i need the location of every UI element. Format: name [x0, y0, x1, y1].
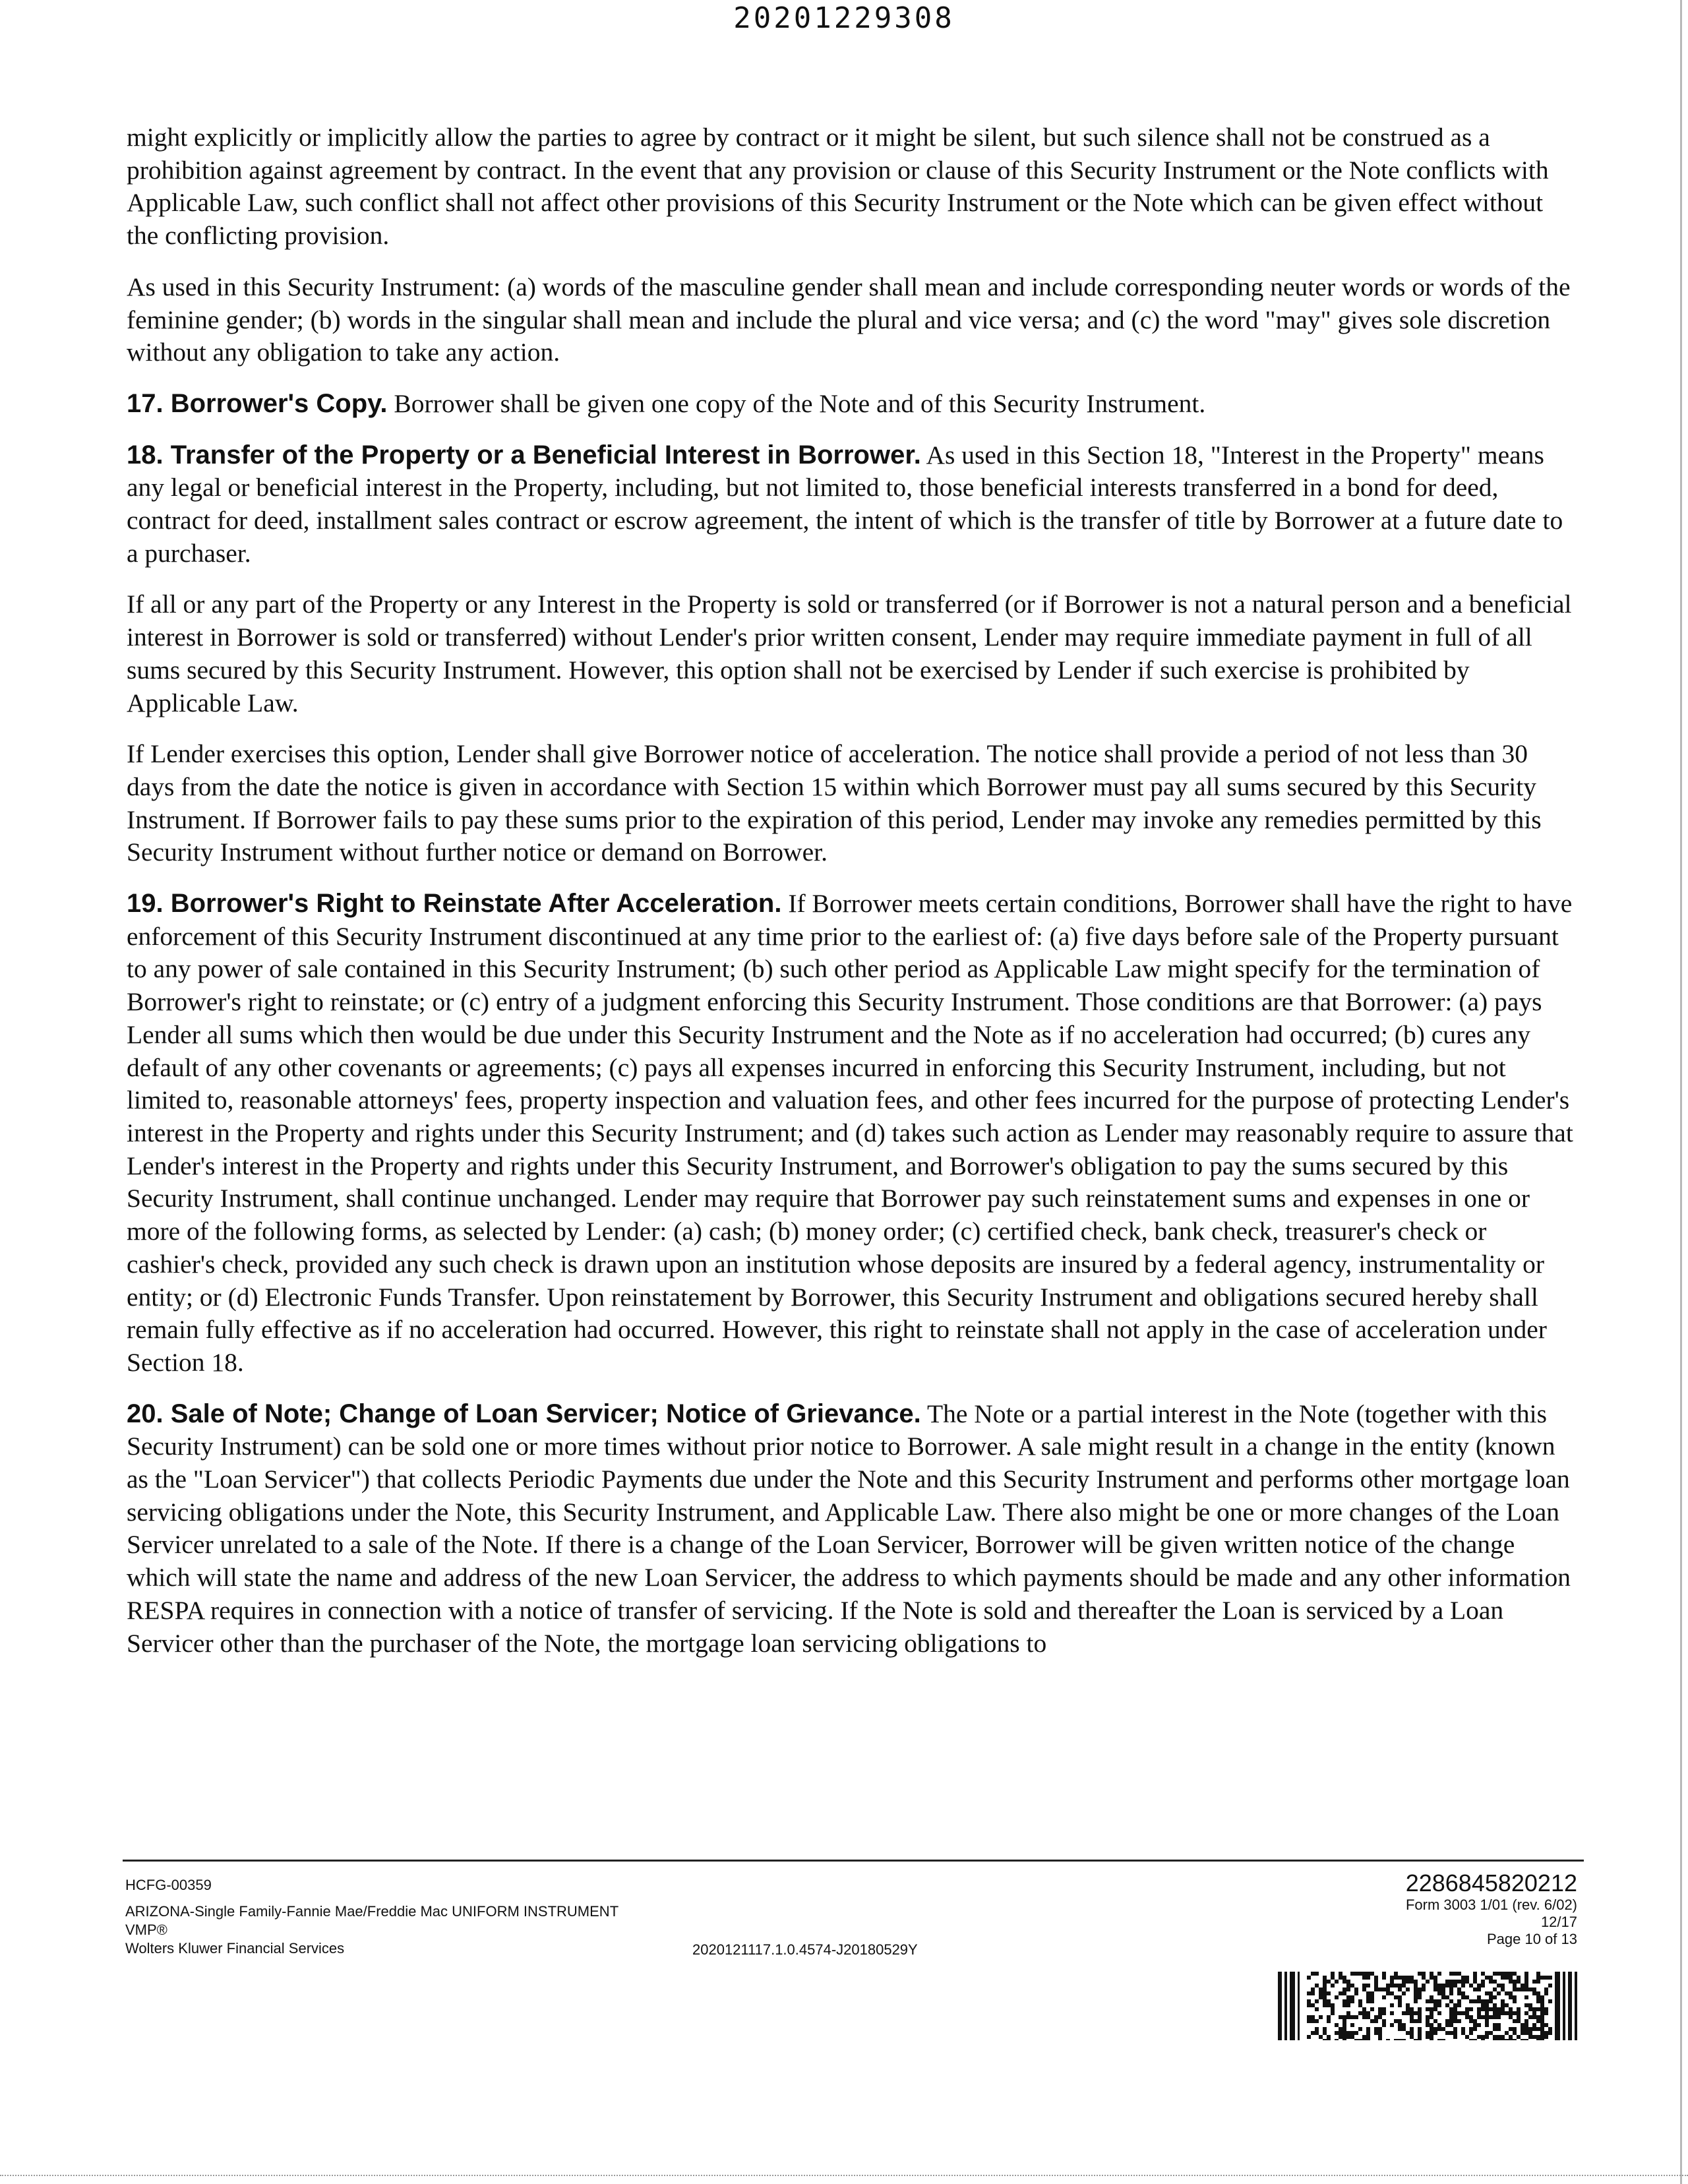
- footer-left: [125, 1877, 618, 1958]
- paragraph-text: Borrower shall be given one copy of the Note and of this Security Instrument.: [394, 388, 1206, 418]
- scan-edge: [1680, 0, 1682, 2184]
- paragraph: [127, 271, 1577, 369]
- company-name: Wolters Kluwer Financial Services: [125, 1940, 345, 1957]
- document-code: 2020121117.1.0.4574-J20180529Y: [692, 1941, 918, 1958]
- paragraph: [127, 121, 1577, 253]
- instrument-title: ARIZONA-Single Family-Fannie Mae/Freddie Mac UNIFORM INSTRUMENT: [125, 1903, 619, 1920]
- loan-number: 2286845820212: [1405, 1869, 1577, 1896]
- form-number: Form 3003 1/01 (rev. 6/02): [1405, 1896, 1577, 1913]
- paragraph-text: might explicitly or implicitly allow the parties to agree by contract or it might be silent, but such silence shall not be construed as a prohibition against agreement by contract. In the event that any provision or clause of this Security Instrument or the Note conflicts with Applicable Law, such conflict shall not affect other provisions of this Security Instrument or the Note which can be given effect without the conflicting provision.: [127, 123, 1549, 251]
- barcode-icon: [1278, 1972, 1577, 2040]
- section-heading: 19. Borrower's Right to Reinstate After Acceleration.: [127, 889, 782, 919]
- section-heading: 18. Transfer of the Property or a Beneficial Interest in Borrower.: [127, 440, 921, 470]
- footer-right: [1406, 1870, 1577, 1948]
- section-18: [127, 439, 1577, 570]
- page-number: Page 10 of 13: [1486, 1931, 1577, 1947]
- section-heading: 20. Sale of Note; Change of Loan Servicer; Notice of Grievance.: [127, 1399, 921, 1428]
- paragraph-text: The Note or a partial interest in the Note (together with this Security Instrument) can be sold one or more times without prior notice to Borrower. A sale might result in a change in the entity (known as the "Loan Servicer") that collects Periodic Payments due under the Note and this Security Instrument and performs other mortgage loan servicing obligations under the Note, this Security Instrument, and Applicable Law. There also might be one or more changes of the Loan Servicer unrelated to a sale of the Note. If there is a change of the Loan Servicer, Borrower will be given written notice of the change which will state the name and address of the new Loan Servicer, the address to which payments should be made and any other information RESPA requires in connection with a notice of transfer of servicing. If the Note is sold and thereafter the Loan is serviced by a Loan Servicer other than the purchaser of the Note, the mortgage loan servicing obligations to: [127, 1399, 1571, 1658]
- section-17: [127, 388, 1577, 421]
- paragraph-text: As used in this Security Instrument: (a) words of the masculine gender shall mean and include corresponding neuter words or words of the feminine gender; (b) words in the singular shall mean and include the plural and vice versa; and (c) the word "may" gives sole discretion without any obligation to take any action.: [127, 272, 1571, 367]
- scan-artifact: [0, 2175, 1688, 2177]
- paragraph-text: If all or any part of the Property or any Interest in the Property is sold or transferred (or if Borrower is not a natural person and a beneficial interest in Borrower is sold or transferred) without Lender's prior written consent, Lender may require immediate payment in full of all sums secured by this Security Instrument. However, this option shall not be exercised by Lender if such exercise is prohibited by Applicable Law.: [127, 590, 1572, 717]
- footer-divider: [123, 1860, 1584, 1862]
- section-20: [127, 1398, 1577, 1660]
- paragraph-text: If Borrower meets certain conditions, Borrower shall have the right to have enforcement of this Security Instrument discontinued at any time prior to the earliest of: (a) five days before sale of the Property pursuant to any power of sale contained in this Security Instrument; (b) such other period as Applicable Law might specify for the termination of Borrower's right to reinstate; or (c) entry of a judgment enforcing this Security Instrument. Those conditions are that Borrower: (a) pays Lender all sums which then would be due under this Security Instrument and the Note as if no acceleration had occurred; (b) cures any default of any other covenants or agreements; (c) pays all expenses incurred in enforcing this Security Instrument, including, but not limited to, reasonable attorneys' fees, property inspection and valuation fees, and other fees incurred for the purpose of protecting Lender's interest in the Property and rights under this Security Instrument; and (d) takes such action as Lender may reasonably require to assure that Lender's interest in the Property and rights under this Security Instrument, and Borrower's obligation to pay the sums secured by this Security Instrument, shall continue unchanged. Lender may require that Borrower pay such reinstatement sums and expenses in one or more of the following forms, as selected by Lender: (a) cash; (b) money order; (c) certified check, bank check, treasurer's check or cashier's check, provided any such check is drawn upon an institution whose deposits are insured by a federal agency, instrumentality or entity; or (d) Electronic Funds Transfer. Upon reinstatement by Borrower, this Security Instrument and obligations secured hereby shall remain fully effective as if no acceleration had occurred. However, this right to reinstate shall not apply in the case of acceleration under Section 18.: [127, 889, 1573, 1377]
- paragraph: [127, 738, 1577, 869]
- form-revision: 12/17: [1540, 1914, 1577, 1930]
- paragraph: [127, 588, 1577, 719]
- vmp-mark: VMP®: [125, 1922, 167, 1938]
- paragraph-text: If Lender exercises this option, Lender shall give Borrower notice of acceleration. The notice shall provide a period of not less than 30 days from the date the notice is given in accordance with Section 15 within which Borrower must pay all sums secured by this Security Instrument. If Borrower fails to pay these sums prior to the expiration of this period, Lender may invoke any remedies permitted by this Security Instrument without further notice or demand on Borrower.: [127, 739, 1542, 867]
- document-body: [127, 121, 1577, 1678]
- form-id: HCFG-00359: [125, 1877, 212, 1893]
- paragraph-text: As used in this Section 18, "Interest in the Property" means any legal or beneficial interest in the Property, including, but not limited to, those beneficial interests transferred in a bond for deed, contract for deed, installment sales contract or escrow agreement, the intent of which is the transfer of title by Borrower at a future date to a purchaser.: [127, 440, 1563, 568]
- section-heading: 17. Borrower's Copy.: [127, 388, 388, 418]
- section-19: [127, 888, 1577, 1380]
- recording-number: 20201229308: [733, 1, 955, 35]
